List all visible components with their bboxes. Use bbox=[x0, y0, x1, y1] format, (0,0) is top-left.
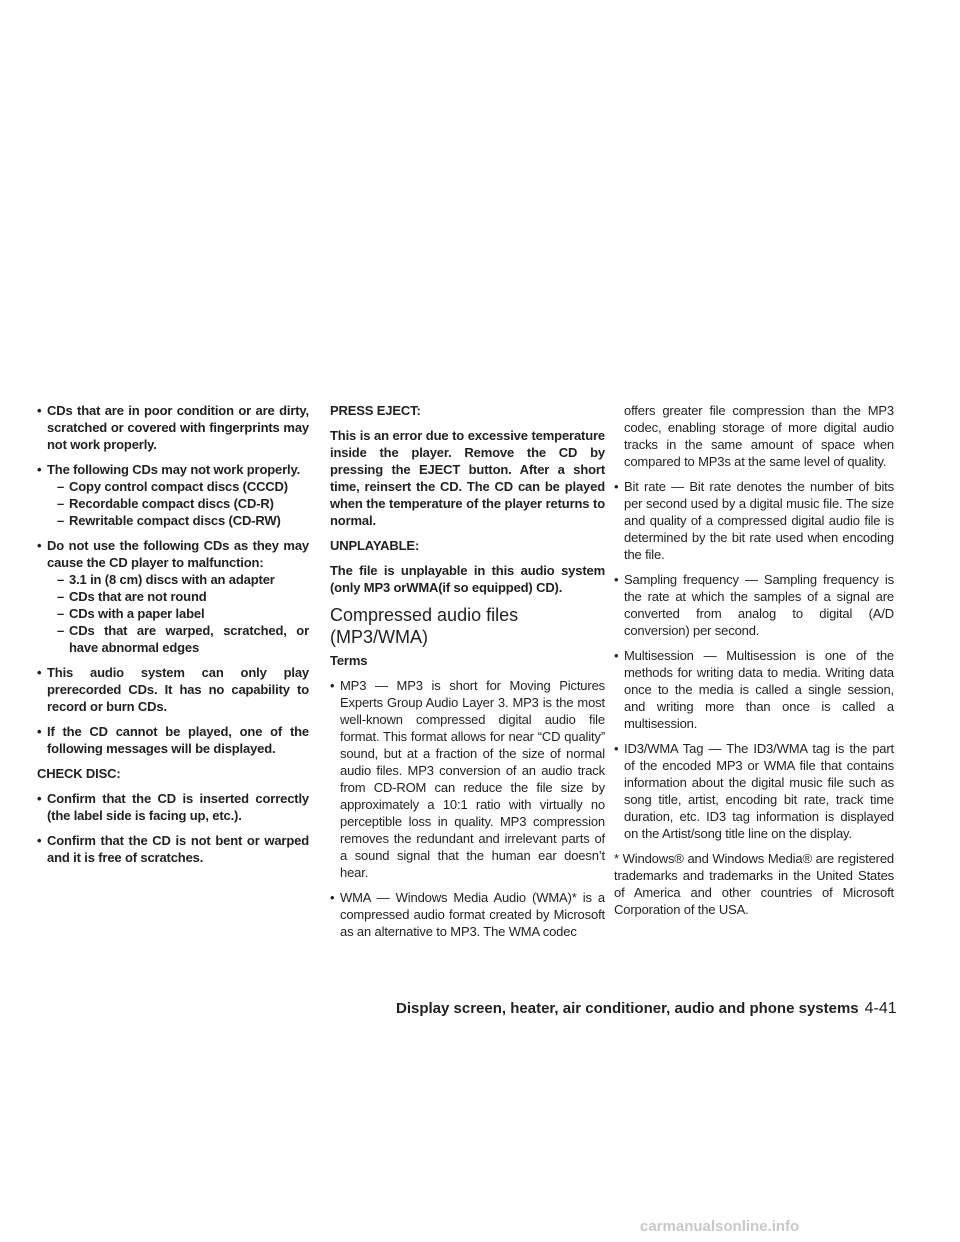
list-item: • ID3/WMA Tag — The ID3/WMA tag is the part of the encoded MP3 or WMA file that contains information about the digital music file such as song title, artist, encoding bit rate, track time duration, etc. ID3 tag information is displayed on the Artist/song title line on the display. bbox=[614, 741, 894, 841]
page-number: 4-41 bbox=[864, 1000, 897, 1017]
bullet-icon: • bbox=[37, 665, 42, 680]
sub-list bbox=[47, 571, 309, 656]
bullet-icon: • bbox=[37, 791, 42, 806]
bullet-icon: • bbox=[330, 678, 335, 693]
column-middle bbox=[330, 402, 605, 948]
bullet-icon: • bbox=[37, 403, 42, 418]
sub-list-item: – 3.1 in (8 cm) discs with an adapter bbox=[57, 572, 275, 587]
unplayable-text: The file is unplayable in this audio system (only MP3 orWMA(if so equipped) CD). bbox=[330, 563, 605, 595]
check-disc-heading: CHECK DISC: bbox=[37, 766, 121, 781]
bullet-icon: • bbox=[37, 462, 42, 477]
dash-icon: – bbox=[57, 496, 65, 511]
bullet-icon: • bbox=[37, 724, 42, 739]
list-item: • Multisession — Multisession is one of the methods for writing data to media. Writing data once to the media is called a single session, and writing more than once is called a multisession. bbox=[614, 648, 894, 731]
bullet-icon: • bbox=[614, 648, 619, 663]
list-item: • Bit rate — Bit rate denotes the number of bits per second used by a digital music file. The size and quality of a compressed digital audio file is determined by the bit rate used when encoding the file. bbox=[614, 479, 894, 562]
trademark-note: * Windows® and Windows Media® are registered trademarks and trademarks in the United States of America and other countries of Microsoft Corporation of the USA. bbox=[614, 851, 894, 917]
page-footer bbox=[396, 1000, 897, 1018]
list-item: • This audio system can only play prerecorded CDs. It has no capability to record or burn CDs. bbox=[37, 665, 309, 714]
bullet-icon: • bbox=[330, 890, 335, 905]
list-item: • CDs that are in poor condition or are dirty, scratched or covered with fingerprints may not work properly. bbox=[37, 403, 309, 452]
watermark: carmanualsonline.info bbox=[640, 1218, 800, 1235]
column-left bbox=[37, 402, 309, 874]
sub-list-item: – Copy control compact discs (CCCD) bbox=[57, 479, 288, 494]
list-item: • If the CD cannot be played, one of the following messages will be displayed. bbox=[37, 724, 309, 756]
sub-list-item: – Recordable compact discs (CD-R) bbox=[57, 496, 274, 511]
bullet-icon: • bbox=[37, 833, 42, 848]
bullet-icon: • bbox=[614, 479, 619, 494]
list-item: • Confirm that the CD is not bent or warped and it is free of scratches. bbox=[37, 833, 309, 865]
sub-list-item: – CDs that are not round bbox=[57, 589, 207, 604]
bullet-icon: • bbox=[37, 538, 42, 553]
list-item: • MP3 — MP3 is short for Moving Pictures Experts Group Audio Layer 3. MP3 is the most well-known compressed digital audio file format. This format allows for near “CD quality” sound, but at a fraction of the size of normal audio files. MP3 conversion of an audio track from CD-ROM can reduce the file size by approximately a 10:1 ratio with virtually no perceptible loss in quality. MP3 compression removes the redundant and irrelevant parts of a sound signal that the human ear doesn’t hear. bbox=[330, 678, 605, 880]
press-eject-heading: PRESS EJECT: bbox=[330, 403, 421, 418]
list-item: • Confirm that the CD is inserted correctly (the label side is facing up, etc.). bbox=[37, 791, 309, 823]
dash-icon: – bbox=[57, 623, 65, 638]
dash-icon: – bbox=[57, 589, 65, 604]
list-item: • Sampling frequency — Sampling frequency is the rate at which the samples of a signal are converted from analog to digital (A/D conversion) per second. bbox=[614, 572, 894, 638]
wma-continued: offers greater file compression than the MP3 codec, enabling storage of more digital audio tracks in the same amount of space when compared to MP3s at the same level of quality. bbox=[624, 403, 894, 469]
list-item: • Do not use the following CDs as they may cause the CD player to malfunction: – 3.1 in (8 cm) discs with an adapter – CDs that are not round – CDs with a paper label – CDs that are warped, scratched, or have abnormal edges bbox=[37, 538, 309, 655]
section-title: Compressed audio files (MP3/WMA) bbox=[330, 605, 519, 647]
bullet-icon: • bbox=[614, 572, 619, 587]
dash-icon: – bbox=[57, 479, 65, 494]
footer-section-title: Display screen, heater, air conditioner, audio and phone systems bbox=[396, 1000, 859, 1017]
sub-list-item: – CDs that are warped, scratched, or have abnormal edges bbox=[57, 623, 309, 655]
list-item: • The following CDs may not work properly. – Copy control compact discs (CCCD) – Recordable compact discs (CD-R) – Rewritable compact discs (CD-RW) bbox=[37, 461, 309, 529]
column-right bbox=[614, 402, 894, 926]
list-item: • WMA — Windows Media Audio (WMA)* is a compressed audio format created by Microsoft as an alternative to MP3. The WMA codec bbox=[330, 890, 605, 939]
sub-list bbox=[47, 478, 309, 529]
dash-icon: – bbox=[57, 606, 65, 621]
press-eject-text: This is an error due to excessive temperature inside the player. Remove the CD by pressing the EJECT button. After a short time, reinsert the CD. The CD can be played when the temperature of the player returns to normal. bbox=[330, 428, 605, 528]
unplayable-heading: UNPLAYABLE: bbox=[330, 538, 420, 553]
sub-list-item: – Rewritable compact discs (CD-RW) bbox=[57, 513, 281, 528]
sub-list-item: – CDs with a paper label bbox=[57, 606, 205, 621]
terms-heading: Terms bbox=[330, 653, 368, 668]
dash-icon: – bbox=[57, 513, 65, 528]
bullet-icon: • bbox=[614, 741, 619, 756]
dash-icon: – bbox=[57, 572, 65, 587]
